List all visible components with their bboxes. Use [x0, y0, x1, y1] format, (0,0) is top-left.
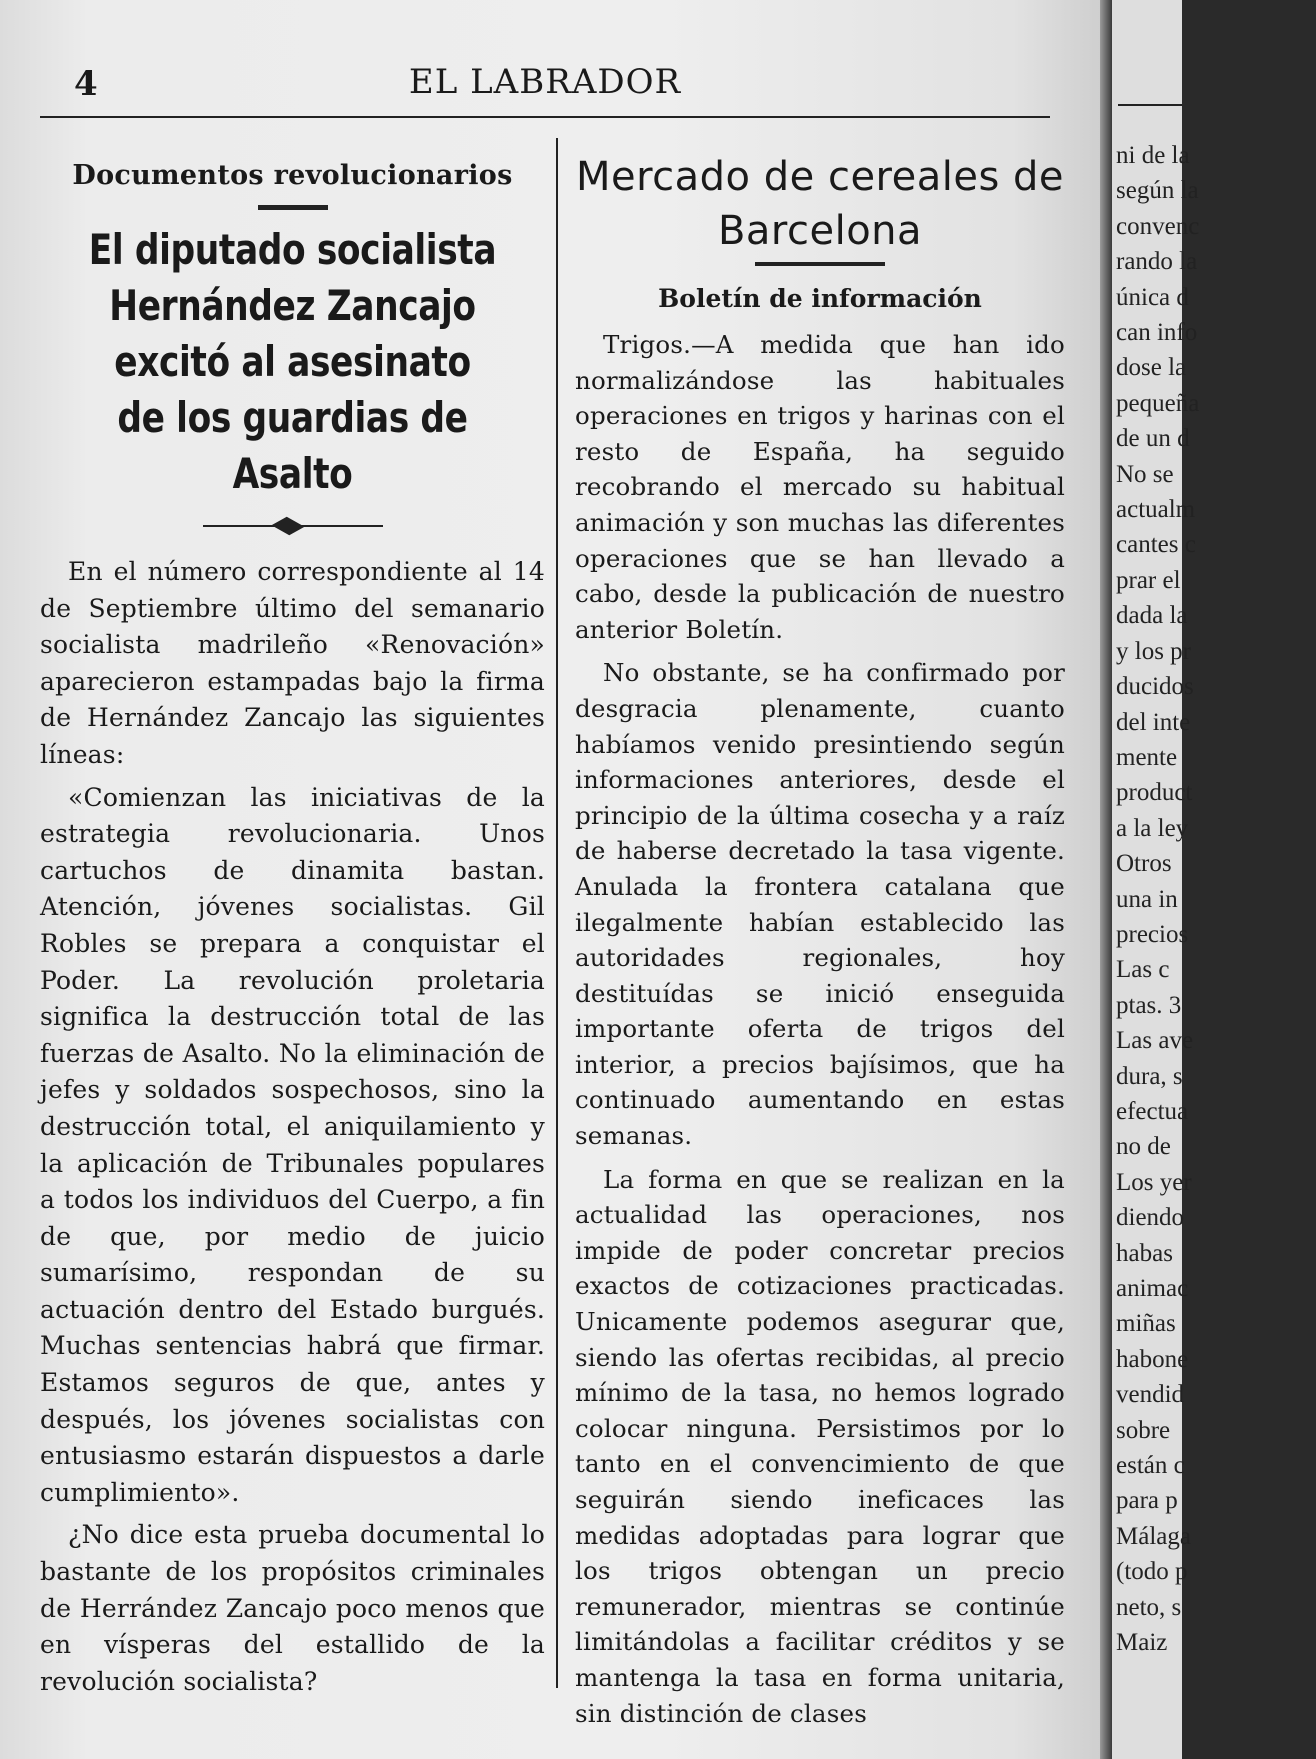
next-page-fragment: ni de la [1116, 142, 1190, 169]
next-page-fragment: de un d [1116, 425, 1190, 453]
next-page-fragment: no de [1116, 1133, 1171, 1161]
next-page-fragment: mente [1116, 743, 1178, 771]
header-rule [40, 116, 1050, 118]
next-page-fragment: habone [1116, 1345, 1189, 1373]
market-title: Mercado de cereales de Barcelona [575, 154, 1065, 254]
next-page-fragment: del inte [1116, 708, 1191, 736]
title-rule [755, 262, 885, 266]
next-page-edge [1112, 0, 1200, 1759]
book-gutter [1100, 0, 1112, 1759]
next-page-fragment: ptas. 3 [1116, 991, 1182, 1019]
next-page-fragment: Las c [1116, 956, 1170, 984]
next-page-fragment: a la ley [1116, 814, 1189, 842]
next-page-fragments [1116, 138, 1316, 1660]
page-header [40, 60, 1050, 120]
article-paragraph: En el número correspondiente al 14 de Septiembre último del semanario socialista madrileño «Renovación» aparecieron estampadas bajo la firma de Hernández Zancajo las siguientes líneas: [40, 557, 545, 769]
article-subtitle: Boletín de información [658, 284, 982, 313]
next-page-fragment: Los yer [1116, 1168, 1192, 1196]
next-page-fragment: actualm [1116, 496, 1196, 524]
next-page-fragment: vendid [1116, 1381, 1185, 1409]
ornament-divider [203, 520, 383, 532]
page-number: 4 [74, 64, 98, 104]
next-page-fragment: convenc [1116, 212, 1200, 240]
next-page-fragment: están c [1116, 1452, 1185, 1480]
next-page-fragment: cantes c [1116, 531, 1196, 559]
next-page-fragment: neto, s [1116, 1593, 1182, 1621]
next-page-fragment: miñas [1116, 1310, 1176, 1338]
next-page-fragment: rando la [1116, 248, 1198, 276]
section-rule [258, 205, 328, 210]
next-page-fragment: prar el [1116, 566, 1181, 594]
next-page-fragment: dura, s [1116, 1062, 1183, 1090]
article-paragraph: La forma en que se realizan en la actualidad las operaciones, nos impide de poder concretar precios exactos de cotizaciones practicadas. Unicamente podemos asegurar que, siendo las ofertas recibidas, al precio mínimo de la tasa, no hemos logrado colocar ninguna. Persistimos por lo tanto en el convencimiento de que seguirán siendo ineficaces las medidas adoptadas para lograr que los trigos obtengan un precio remunerador, mientras se continúe limitándolas a facilitar créditos y se mantenga la tasa en forma unitaria, sin distinción de clases [575, 1164, 1065, 1728]
column-divider [556, 138, 558, 1688]
next-page-fragment: única d [1116, 283, 1189, 311]
next-page-fragment: Maiz [1116, 1629, 1168, 1657]
newspaper-title: EL LABRADOR [408, 62, 682, 102]
article-headline: El diputado socialista Hernández Zancajo excitó al asesinato de los guardias de Asalto [88, 225, 497, 498]
next-page-fragment: para p [1116, 1487, 1178, 1515]
next-page-fragment: una in [1116, 885, 1178, 913]
next-page-fragment: No se [1116, 460, 1174, 488]
next-page-fragment: pequeña [1116, 389, 1200, 417]
article-paragraph: No obstante, se ha confirmado por desgracia plenamente, cuanto habíamos venido presintiendo según informaciones anteriores, desde el principio de la última cosecha y a raíz de haberse decretado la tasa vigente. Anulada la frontera catalana que ilegalmente habían establecido las autoridades regionales, hoy destituídas se inició enseguida importante oferta de trigos del interior, a precios bajísimos, que ha continuado aumentando en estas semanas. [575, 658, 1065, 1151]
next-page-fragment: y los pr [1116, 637, 1191, 665]
section-title: Documentos revolucionarios [72, 160, 513, 191]
next-page-fragment: animac [1116, 1275, 1189, 1302]
next-page-fragment: (todo p [1116, 1558, 1188, 1586]
next-page-fragment: dada la [1116, 602, 1188, 630]
next-page-fragment: efectua [1116, 1097, 1189, 1125]
article-paragraph: ¿No dice esta prueba documental lo bastante de los propósitos criminales de Herrández Zancajo poco menos que en vísperas del estallido de la revolución socialista? [40, 1520, 545, 1696]
next-page-fragment: sobre [1116, 1416, 1171, 1444]
next-page-fragment: Otros [1116, 850, 1172, 878]
next-page-fragment: can info [1116, 319, 1198, 347]
next-page-fragment: dose la [1116, 354, 1187, 382]
next-page-fragment: según la [1116, 177, 1199, 205]
next-page-fragment: precios [1116, 920, 1189, 948]
article-paragraph: «Comienzan las iniciativas de la estrategia revolucionaria. Unos cartuchos de dinamita bastan. Atención, jóvenes socialistas. Gil Robles se prepara a conquistar el Poder. La revolución proletaria significa la destrucción total de las fuerzas de Asalto. No la eliminación de jefes y soldados sospechosos, sino la destrucción total, el aniquilamiento y la aplicación de Tribunales populares a todos los individuos del Cuerpo, a fin de que, por medio de juicio sumarísimo, respondan de su actuación dentro del Estado burgués. Muchas sentencias habrá que firmar. Estamos seguros de que, antes y después, los jóvenes socialistas con entusiasmo estarán dispuestos a darle cumplimiento». [40, 782, 545, 1507]
next-page-fragment: diendo [1116, 1204, 1185, 1232]
next-page-fragment: ducidos [1116, 673, 1194, 701]
next-page-rule [1118, 104, 1182, 106]
article-paragraph: Trigos.—A medida que han ido normalizándose las habituales operaciones en trigos y harinas con el resto de España, ha seguido recobrando el mercado su habitual animación y son muchas las diferentes operaciones que se han llevado a cabo, desde la publicación de nuestro anterior Boletín. [575, 330, 1065, 644]
left-article [40, 150, 545, 1700]
next-page-fragment: Las ave [1116, 1027, 1194, 1055]
next-page-fragment: product [1116, 779, 1193, 807]
next-page-fragment: habas [1116, 1239, 1173, 1267]
right-article [575, 150, 1065, 1731]
next-page-fragment: Málaga [1116, 1522, 1191, 1550]
